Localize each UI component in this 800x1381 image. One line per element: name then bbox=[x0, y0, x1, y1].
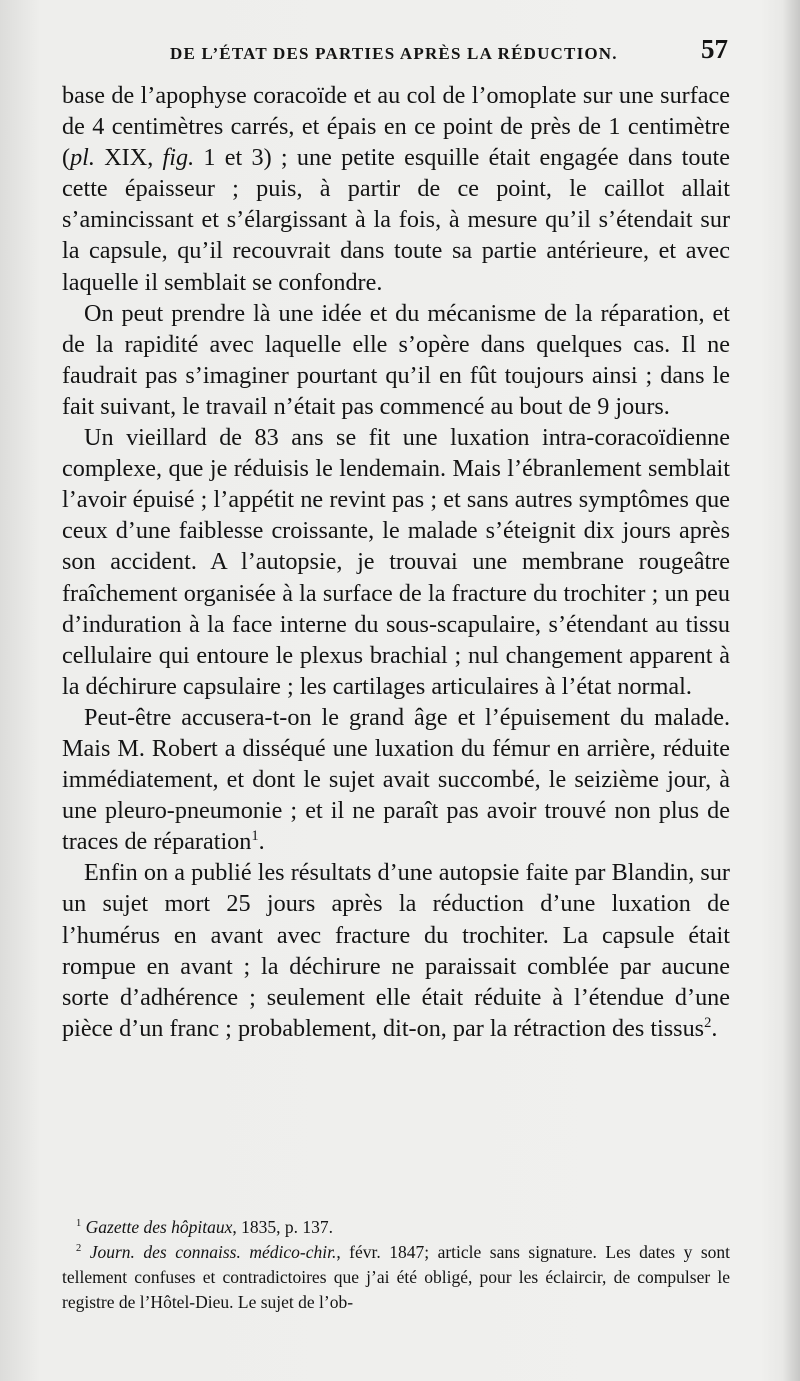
body-text bbox=[62, 80, 730, 1044]
footnote-text: , 1835, p. 137. bbox=[232, 1217, 334, 1237]
paragraph-text: On peut prendre là une idée et du mécanisme de la réparation, et de la rapidité avec laquelle elle s’opère dans quelques cas. Il ne faudrait pas s’imaginer pourtant qu’il en fût toujours ainsi ; dans le fait suivant, le travail n’était pas commencé au bout de 9 jours. bbox=[62, 299, 730, 420]
plate-number: XIX, bbox=[94, 144, 163, 172]
paragraph-4 bbox=[62, 702, 730, 857]
footnote-1 bbox=[62, 1215, 730, 1240]
page-number: 57 bbox=[701, 34, 728, 64]
paragraph-text: 1 et 3) ; une petite esquille était engagée dans toute cette épaisseur ; puis, à partir de ce point, le caillot allait s’amincissant et s’élargissant à la fois, à mesure qu’il s’étendait sur la capsule, qu’il recouvrait dans toute sa partie antérieure, et avec laquelle il semblait se confondre. bbox=[62, 144, 730, 296]
paragraph-end: . bbox=[711, 1014, 718, 1042]
paragraph-text: Peut-être accusera-t-on le grand âge et l’épuisement du malade. Mais M. Robert a disséqué une luxation du fémur en arrière, réduite immédiatement, et dont le sujet avait succombé, le seizième jour, à une pleuro-pneumonie ; et il ne paraît pas avoir trouvé non plus de traces de réparation bbox=[62, 703, 730, 856]
page-header bbox=[64, 30, 728, 70]
figure-reference: fig. bbox=[162, 144, 195, 172]
footnote-marker: 2 bbox=[704, 1014, 712, 1031]
paragraph-2 bbox=[62, 298, 730, 422]
paragraph-text: Un vieillard de 83 ans se fit une luxation intra-coracoïdienne complexe, que je réduisis le lendemain. Mais l’ébranlement semblait l’avoir épuisé ; l’appétit ne revint pas ; et sans autres symptômes que ceux d’une faiblesse croissante, le malade s’éteignit dix jours après son accident. A l’autopsie, je trouvai une membrane rougeâtre fraîchement organisée à la surface de la fracture du trochiter ; un peu d’induration à la face interne du sous-scapulaire, s’étendant au tissu cellulaire qui entoure le plexus brachial ; nul changement apparent à la déchirure capsulaire ; les cartilages articulaires à l’état normal. bbox=[62, 424, 730, 700]
paragraph-5 bbox=[62, 857, 730, 1044]
footnote-2 bbox=[62, 1240, 730, 1315]
paragraph-3 bbox=[62, 422, 730, 702]
footnote-title: Gazette des hôpitaux bbox=[85, 1217, 233, 1237]
footnote-marker: 1 bbox=[251, 828, 259, 845]
footnote-number: 2 bbox=[76, 1243, 82, 1255]
paragraph-text: base de l’apophyse coracoïde et au col de l’omoplate sur une surface de 4 centimètres carrés, et épais en ce point de près de 1 centimètre ( bbox=[62, 82, 730, 172]
plate-reference: pl. bbox=[70, 144, 95, 172]
footnote-text: , févr. 1847; article sans signature. Les dates y sont tellement confuses et contradictoires que j’ai été obligé, pour les éclaircir, de compulser le registre de l’Hôtel-Dieu. Le sujet de l’ob- bbox=[62, 1242, 730, 1312]
paragraph-end: . bbox=[258, 828, 265, 856]
footnote-number: 1 bbox=[76, 1218, 82, 1230]
footnote-title: Journ. des connaiss. médico-chir. bbox=[89, 1242, 337, 1262]
paragraph-1 bbox=[62, 80, 730, 298]
running-head: DE L’ÉTAT DES PARTIES APRÈS LA RÉDUCTION. bbox=[170, 44, 618, 63]
paragraph-text: Enfin on a publié les résultats d’une autopsie faite par Blandin, sur un sujet mort 25 jours après la réduction d’une luxation de l’humérus en avant avec fracture du trochiter. La capsule était rompue en avant ; la déchirure ne paraissait comblée par aucune sorte d’adhérence ; seulement elle était réduite à l’étendue d’une pièce d’un franc ; probablement, dit-on, par la rétraction des tissus bbox=[62, 859, 730, 1042]
footnotes bbox=[62, 1215, 730, 1315]
page-edge-shadow bbox=[782, 0, 800, 1381]
